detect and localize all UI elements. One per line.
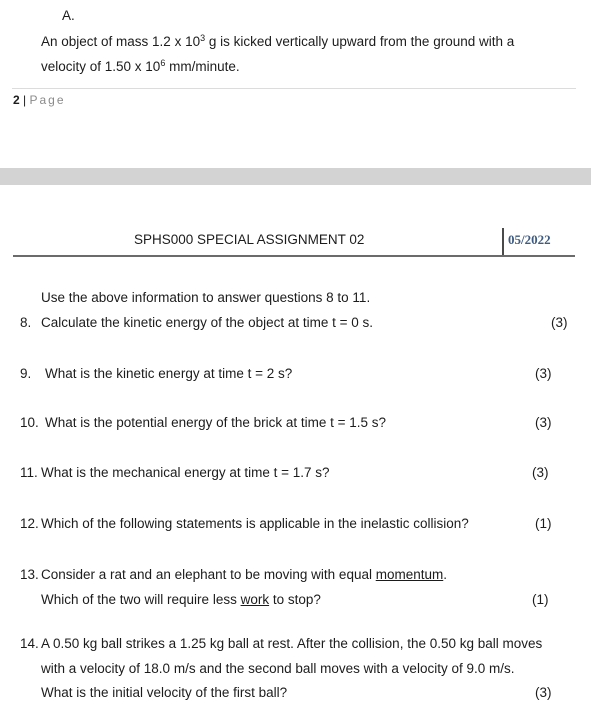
question-text: What is the mechanical energy at time t = 1.7 s? xyxy=(41,465,330,480)
statement-text: An object of mass 1.2 x 10 xyxy=(41,34,201,49)
page-header-title: SPHS000 SPECIAL ASSIGNMENT 02 xyxy=(134,232,365,247)
question-marks: (3) xyxy=(535,415,552,430)
header-rule xyxy=(13,255,575,257)
question-text-line-2: with a velocity of 18.0 m/s and the second ball moves with a velocity of 9.0 m/s. xyxy=(41,661,515,676)
question-marks: (3) xyxy=(532,465,549,480)
question-number: 14. xyxy=(20,636,39,651)
question-number: 11. xyxy=(20,465,38,480)
question-text-line-2 xyxy=(41,592,321,608)
underlined-term: momentum xyxy=(375,567,444,582)
question-marks: (3) xyxy=(535,366,552,381)
exponent: 6 xyxy=(160,58,166,68)
page-break-band xyxy=(0,168,591,185)
question-number: 10. xyxy=(20,415,39,430)
question-marks: (3) xyxy=(551,315,568,330)
question-text-line-3: What is the initial velocity of the first ball? xyxy=(41,685,288,700)
question-text: Which of the two will require less xyxy=(41,592,241,607)
question-marks: (3) xyxy=(535,685,552,700)
question-text-line-1: A 0.50 kg ball strikes a 1.25 kg ball at rest. After the collision, the 0.50 kg ball moves xyxy=(41,636,543,651)
question-text: Calculate the kinetic energy of the object at time t = 0 s. xyxy=(41,315,374,330)
page-number: 2 xyxy=(13,93,20,107)
question-number: 12. xyxy=(20,516,39,531)
question-number: 9. xyxy=(20,366,32,381)
question-text: Consider a rat and an elephant to be moving with equal xyxy=(41,567,376,582)
question-text: What is the kinetic energy at time t = 2 s? xyxy=(45,366,293,381)
header-date: 05/2022 xyxy=(508,232,551,247)
footer-rule xyxy=(12,88,576,89)
instructions-text: Use the above information to answer questions 8 to 11. xyxy=(41,290,371,305)
page-footer xyxy=(13,93,66,107)
question-text: What is the potential energy of the brick at time t = 1.5 s? xyxy=(45,415,387,430)
footer-separator: | xyxy=(23,93,27,107)
problem-statement-line-2 xyxy=(41,59,240,75)
header-separator xyxy=(502,228,504,256)
page-word: Page xyxy=(29,93,66,107)
question-text-line-1 xyxy=(41,567,447,583)
statement-text: mm/minute. xyxy=(165,59,240,74)
section-label: A. xyxy=(62,8,75,23)
question-text: . xyxy=(443,567,448,582)
underlined-term: work xyxy=(240,592,270,607)
statement-text: g is kicked vertically upward from the ground with a xyxy=(205,34,515,49)
question-text: Which of the following statements is applicable in the inelastic collision? xyxy=(41,516,469,531)
exponent: 3 xyxy=(200,33,206,43)
statement-text: velocity of 1.50 x 10 xyxy=(41,59,161,74)
question-text: to stop? xyxy=(269,592,321,607)
problem-statement-line-1 xyxy=(41,34,514,50)
question-marks: (1) xyxy=(532,592,549,607)
question-number: 8. xyxy=(20,315,32,330)
question-number: 13. xyxy=(20,567,39,582)
question-marks: (1) xyxy=(535,516,552,531)
